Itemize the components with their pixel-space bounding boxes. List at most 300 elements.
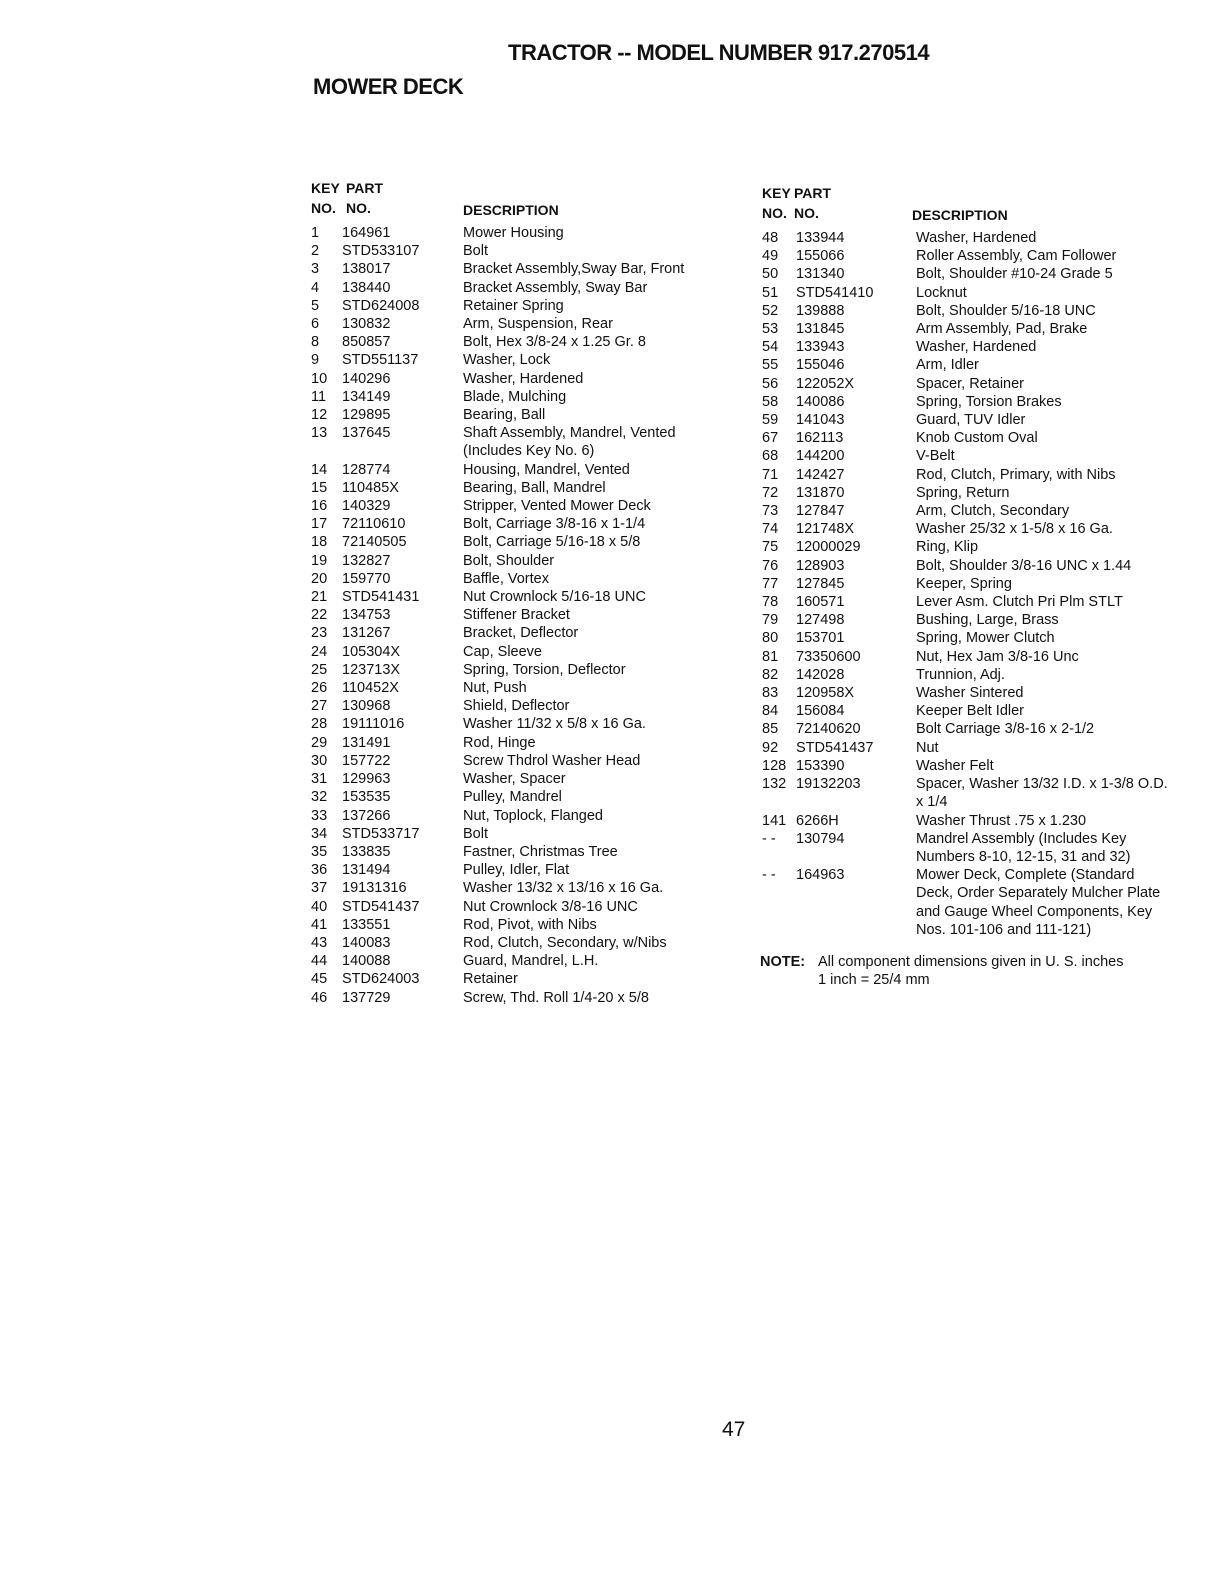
key-no: 30 xyxy=(311,752,328,769)
description: Bolt, Shoulder 5/16-18 UNC xyxy=(916,302,1096,319)
description: Lever Asm. Clutch Pri Plm STLT xyxy=(916,594,1123,611)
key-no: 82 xyxy=(762,666,779,683)
part-no: 130968 xyxy=(342,698,391,715)
key-no: 6 xyxy=(311,316,320,333)
part-no: 141043 xyxy=(796,412,845,429)
part-no: 142028 xyxy=(796,666,845,683)
description: Mower Housing xyxy=(463,225,564,241)
key-no: 27 xyxy=(311,698,328,715)
table-row xyxy=(309,279,729,297)
table-row xyxy=(760,429,1175,447)
part-no: STD624003 xyxy=(342,971,420,988)
table-row xyxy=(309,788,729,806)
part-no: 153390 xyxy=(796,757,845,774)
part-no: 120958X xyxy=(796,685,855,702)
key-no: 20 xyxy=(311,570,328,587)
description: Washer Sintered xyxy=(916,685,1024,702)
key-no: 41 xyxy=(311,916,328,933)
table-row xyxy=(309,916,729,934)
part-no: 156084 xyxy=(796,703,845,720)
description: Bearing, Ball, Mandrel xyxy=(463,479,606,496)
table-row xyxy=(309,807,729,825)
part-no: 131494 xyxy=(342,862,391,879)
part-no: STD533717 xyxy=(342,825,420,842)
description: Washer 11/32 x 5/8 x 16 Ga. xyxy=(463,716,646,733)
table-row xyxy=(309,570,729,588)
description: Bracket, Deflector xyxy=(463,625,579,642)
key-no: 73 xyxy=(762,503,779,520)
key-no: 76 xyxy=(762,557,779,574)
table-row xyxy=(760,775,1175,811)
table-row xyxy=(309,934,729,952)
part-no: 127847 xyxy=(796,503,845,520)
description: Bracket Assembly, Sway Bar xyxy=(463,279,648,296)
key-no: 43 xyxy=(311,934,328,951)
description: Washer, Hardened xyxy=(916,230,1037,246)
description: Spring, Mower Clutch xyxy=(916,630,1055,647)
key-header-top: KEY xyxy=(311,180,340,196)
part-no: 162113 xyxy=(796,430,844,447)
key-no: 14 xyxy=(311,461,328,478)
key-no: 45 xyxy=(311,971,328,988)
description: Nut, Push xyxy=(463,680,527,697)
key-no: 84 xyxy=(762,703,779,720)
table-row xyxy=(309,734,729,752)
description: Washer 25/32 x 1-5/8 x 16 Ga. xyxy=(916,521,1113,538)
table-row xyxy=(309,952,729,970)
key-no: 68 xyxy=(762,448,779,465)
table-row xyxy=(309,388,729,406)
key-no: 53 xyxy=(762,321,779,338)
part-no: 127845 xyxy=(796,575,845,592)
part-no: 131340 xyxy=(796,266,845,283)
table-row xyxy=(309,697,729,715)
description: Washer 13/32 x 13/16 x 16 Ga. xyxy=(463,880,664,897)
description-header: DESCRIPTION xyxy=(912,207,1008,223)
description-header: DESCRIPTION xyxy=(463,202,559,218)
table-row xyxy=(309,370,729,388)
part-no: STD551137 xyxy=(342,352,419,369)
description: Nut Crownlock 5/16-18 UNC xyxy=(463,589,646,606)
part-no: 138017 xyxy=(342,261,391,278)
description: Mower Deck, Complete (Standard Deck, Order Separately Mulcher Plate and Gauge Wheel Components, Key Nos. 101-106 and 111-121) xyxy=(916,867,1161,938)
description: Pulley, Mandrel xyxy=(463,789,562,806)
table-row xyxy=(760,538,1175,556)
description: Guard, Mandrel, L.H. xyxy=(463,953,599,970)
part-no: 131845 xyxy=(796,321,845,338)
note-label: NOTE: xyxy=(760,953,806,970)
key-no: 50 xyxy=(762,266,779,283)
table-row xyxy=(309,315,729,333)
key-no: 37 xyxy=(311,880,328,897)
table-row xyxy=(309,970,729,988)
table-row xyxy=(760,520,1175,538)
key-no: 8 xyxy=(311,334,320,351)
description: Rod, Clutch, Primary, with Nibs xyxy=(916,466,1116,483)
description: Blade, Mulching xyxy=(463,388,567,405)
description: Pulley, Idler, Flat xyxy=(463,862,570,879)
description: Screw, Thd. Roll 1/4-20 x 5/8 xyxy=(463,989,649,1006)
description: Shield, Deflector xyxy=(463,698,570,715)
description: Bolt, Carriage 3/8-16 x 1-1/4 xyxy=(463,516,646,533)
description: Rod, Clutch, Secondary, w/Nibs xyxy=(463,934,667,951)
description: Arm, Clutch, Secondary xyxy=(916,503,1070,520)
key-no: - - xyxy=(762,830,776,847)
table-row xyxy=(309,643,729,661)
table-row xyxy=(760,466,1175,484)
description: Arm Assembly, Pad, Brake xyxy=(916,321,1088,338)
key-no: 71 xyxy=(762,466,779,483)
table-row xyxy=(309,533,729,551)
key-no: 81 xyxy=(762,648,779,665)
key-no: 83 xyxy=(762,685,779,702)
part-no: 131491 xyxy=(342,734,391,751)
part-no: 153701 xyxy=(796,630,845,647)
key-no: 141 xyxy=(762,812,787,829)
description: Bolt xyxy=(463,243,488,260)
description: Keeper, Spring xyxy=(916,575,1012,592)
key-no: 75 xyxy=(762,539,779,556)
table-row xyxy=(760,302,1175,320)
part-no: 129963 xyxy=(342,771,391,788)
part-no: 6266H xyxy=(796,812,839,829)
part-no: 159770 xyxy=(342,570,391,587)
table-row xyxy=(309,825,729,843)
key-no: - - xyxy=(762,867,776,884)
table-row xyxy=(760,265,1175,283)
part-no: 137266 xyxy=(342,807,391,824)
part-header-bottom: NO. xyxy=(794,205,819,221)
key-no: 128 xyxy=(762,757,787,774)
part-no: STD541410 xyxy=(796,284,874,301)
description: Housing, Mandrel, Vented xyxy=(463,461,630,478)
part-no: 128903 xyxy=(796,557,845,574)
table-row xyxy=(760,611,1175,629)
description: Trunnion, Adj. xyxy=(916,666,1005,683)
table-row xyxy=(309,770,729,788)
part-header-top: PART xyxy=(794,185,832,201)
key-no: 59 xyxy=(762,412,779,429)
column-header xyxy=(309,180,729,224)
description: Knob Custom Oval xyxy=(916,430,1038,447)
part-no: 132827 xyxy=(342,552,391,569)
description: Washer, Lock xyxy=(463,352,551,369)
table-row xyxy=(760,284,1175,302)
table-row xyxy=(760,447,1175,465)
table-row xyxy=(309,242,729,260)
table-row xyxy=(760,247,1175,265)
part-no: 153535 xyxy=(342,789,391,806)
key-no: 49 xyxy=(762,248,779,265)
table-row xyxy=(309,424,729,460)
table-row xyxy=(309,351,729,369)
key-no: 56 xyxy=(762,375,779,392)
page-title: TRACTOR -- MODEL NUMBER 917.270514 xyxy=(508,40,930,65)
part-no: 134753 xyxy=(342,607,391,624)
key-no: 26 xyxy=(311,680,328,697)
table-row xyxy=(760,411,1175,429)
key-no: 77 xyxy=(762,575,779,592)
part-no: 139888 xyxy=(796,302,845,319)
parts-list-right xyxy=(760,229,1175,939)
part-no: 110485X xyxy=(342,479,399,496)
table-row xyxy=(760,739,1175,757)
description: Arm, Idler xyxy=(916,357,979,374)
key-no: 44 xyxy=(311,953,328,970)
key-no: 33 xyxy=(311,807,328,824)
key-no: 22 xyxy=(311,607,328,624)
key-no: 4 xyxy=(311,279,320,296)
part-no: 122052X xyxy=(796,375,855,392)
description: Stripper, Vented Mower Deck xyxy=(463,498,651,515)
key-no: 40 xyxy=(311,898,328,915)
part-no: 19131316 xyxy=(342,880,407,897)
description: Bolt, Shoulder 3/8-16 UNC x 1.44 xyxy=(916,557,1132,574)
part-no: 157722 xyxy=(342,752,391,769)
description: Retainer xyxy=(463,971,518,988)
key-no: 12 xyxy=(311,407,328,424)
key-no: 132 xyxy=(762,776,787,793)
part-no: 110452X xyxy=(342,680,399,697)
table-row xyxy=(309,552,729,570)
part-no: 850857 xyxy=(342,334,391,351)
part-no: 128774 xyxy=(342,461,391,478)
key-no: 80 xyxy=(762,630,779,647)
part-no: STD541437 xyxy=(796,739,874,756)
description: Bolt xyxy=(463,825,488,842)
description: Baffle, Vortex xyxy=(463,570,549,587)
description: Bearing, Ball xyxy=(463,407,546,424)
table-row xyxy=(309,898,729,916)
key-header-bottom: NO. xyxy=(311,200,336,216)
part-no: 130832 xyxy=(342,316,391,333)
part-no: 133551 xyxy=(342,916,391,933)
description: Shaft Assembly, Mandrel, Vented (Includes Key No. 6) xyxy=(463,425,676,460)
description: Ring, Klip xyxy=(916,539,979,556)
key-no: 21 xyxy=(311,589,328,606)
table-row xyxy=(760,757,1175,775)
description: Washer, Hardened xyxy=(463,370,584,387)
part-no: 142427 xyxy=(796,466,845,483)
key-no: 11 xyxy=(311,388,327,405)
table-row xyxy=(309,588,729,606)
description: Nut, Toplock, Flanged xyxy=(463,807,603,824)
table-row xyxy=(760,666,1175,684)
table-row xyxy=(309,989,729,1007)
description: Bolt, Hex 3/8-24 x 1.25 Gr. 8 xyxy=(463,334,646,351)
key-no: 25 xyxy=(311,661,328,678)
part-no: 72140620 xyxy=(796,721,861,738)
part-no: 140329 xyxy=(342,498,391,515)
part-no: 130794 xyxy=(796,830,845,847)
part-no: 140083 xyxy=(342,934,391,951)
description: Nut, Hex Jam 3/8-16 Unc xyxy=(916,648,1079,665)
part-no: 73350600 xyxy=(796,648,861,665)
key-no: 9 xyxy=(311,352,320,369)
part-no: 133943 xyxy=(796,339,845,356)
table-row xyxy=(760,557,1175,575)
description: Keeper Belt Idler xyxy=(916,703,1025,720)
key-no: 46 xyxy=(311,989,328,1006)
part-no: 155066 xyxy=(796,248,845,265)
part-header-bottom: NO. xyxy=(346,200,371,216)
part-no: 137645 xyxy=(342,425,391,442)
table-row xyxy=(760,484,1175,502)
key-no: 36 xyxy=(311,862,328,879)
table-row xyxy=(760,684,1175,702)
table-row xyxy=(309,752,729,770)
part-no: 164961 xyxy=(342,225,391,241)
description: Washer, Spacer xyxy=(463,771,566,788)
part-header-top: PART xyxy=(346,180,384,196)
description: Roller Assembly, Cam Follower xyxy=(916,248,1117,265)
table-row xyxy=(760,375,1175,393)
key-no: 32 xyxy=(311,789,328,806)
table-row xyxy=(309,333,729,351)
part-no: 12000029 xyxy=(796,539,861,556)
table-row xyxy=(760,338,1175,356)
description: Spring, Return xyxy=(916,484,1010,501)
key-no: 67 xyxy=(762,430,779,447)
key-no: 18 xyxy=(311,534,328,551)
key-no: 51 xyxy=(762,284,779,301)
part-no: 133944 xyxy=(796,230,845,246)
key-no: 24 xyxy=(311,643,328,660)
part-no: 19132203 xyxy=(796,776,861,793)
table-row xyxy=(760,629,1175,647)
part-no: STD624008 xyxy=(342,297,420,314)
table-row xyxy=(309,661,729,679)
key-no: 1 xyxy=(311,225,320,241)
key-no: 79 xyxy=(762,612,779,629)
table-row xyxy=(760,720,1175,738)
key-no: 52 xyxy=(762,302,779,319)
table-row xyxy=(760,575,1175,593)
part-no: 129895 xyxy=(342,407,391,424)
description: Retainer Spring xyxy=(463,297,564,314)
table-row xyxy=(309,861,729,879)
table-row xyxy=(760,356,1175,374)
key-header-top: KEY xyxy=(762,185,791,201)
table-row xyxy=(309,479,729,497)
key-no: 19 xyxy=(311,552,328,569)
description: Rod, Hinge xyxy=(463,734,536,751)
key-no: 5 xyxy=(311,297,320,314)
description: Nut Crownlock 3/8-16 UNC xyxy=(463,898,638,915)
key-no: 2 xyxy=(311,243,320,260)
description: Mandrel Assembly (Includes Key Numbers 8-10, 12-15, 31 and 32) xyxy=(916,830,1131,865)
part-no: 105304X xyxy=(342,643,401,660)
table-row xyxy=(309,406,729,424)
description: Washer Felt xyxy=(916,757,994,774)
part-no: STD533107 xyxy=(342,243,420,260)
table-row xyxy=(760,812,1175,830)
description: Nut xyxy=(916,739,939,756)
part-no: STD541431 xyxy=(342,589,420,606)
table-row xyxy=(760,393,1175,411)
table-row xyxy=(760,502,1175,520)
description: Screw Thdrol Washer Head xyxy=(463,752,641,769)
key-no: 58 xyxy=(762,393,779,410)
parts-column-left xyxy=(309,180,729,1007)
part-no: 140296 xyxy=(342,370,391,387)
section-title: MOWER DECK xyxy=(313,74,464,99)
part-no: 19111016 xyxy=(342,716,405,733)
note xyxy=(760,953,1175,989)
table-row xyxy=(760,593,1175,611)
description: Spacer, Retainer xyxy=(916,375,1025,392)
key-no: 72 xyxy=(762,484,779,501)
key-no: 78 xyxy=(762,594,779,611)
part-no: 72110610 xyxy=(342,516,406,533)
key-no: 74 xyxy=(762,521,779,538)
description: Washer, Hardened xyxy=(916,339,1037,356)
part-no: 131870 xyxy=(796,484,845,501)
part-no: 133835 xyxy=(342,843,391,860)
key-no: 10 xyxy=(311,370,328,387)
table-row xyxy=(760,830,1175,866)
key-no: 23 xyxy=(311,625,328,642)
table-row xyxy=(309,879,729,897)
description: Locknut xyxy=(916,284,967,301)
description: Cap, Sleeve xyxy=(463,643,542,660)
key-no: 54 xyxy=(762,339,779,356)
key-header-bottom: NO. xyxy=(762,205,787,221)
part-no: 140086 xyxy=(796,393,845,410)
page-number: 47 xyxy=(722,1418,746,1441)
table-row xyxy=(309,624,729,642)
table-row xyxy=(309,461,729,479)
key-no: 35 xyxy=(311,843,328,860)
part-no: 140088 xyxy=(342,953,391,970)
description: Spacer, Washer 13/32 I.D. x 1-3/8 O.D. x 1/4 xyxy=(916,776,1168,811)
key-no: 28 xyxy=(311,716,328,733)
note-text: All component dimensions given in U. S. inches 1 inch = 25/4 mm xyxy=(818,953,1124,989)
key-no: 29 xyxy=(311,734,328,751)
description: V-Belt xyxy=(916,448,955,465)
column-header xyxy=(760,185,1175,229)
description: Rod, Pivot, with Nibs xyxy=(463,916,597,933)
description: Spring, Torsion, Deflector xyxy=(463,661,626,678)
part-no: 123713X xyxy=(342,661,401,678)
key-no: 31 xyxy=(311,771,328,788)
part-no: 160571 xyxy=(796,594,845,611)
key-no: 34 xyxy=(311,825,328,842)
description: Bolt, Shoulder xyxy=(463,552,555,569)
part-no: 138440 xyxy=(342,279,391,296)
part-no: 72140505 xyxy=(342,534,407,551)
description: Bolt Carriage 3/8-16 x 2-1/2 xyxy=(916,721,1095,738)
table-row xyxy=(760,866,1175,939)
description: Bolt, Carriage 5/16-18 x 5/8 xyxy=(463,534,641,551)
table-row xyxy=(760,320,1175,338)
table-row xyxy=(309,297,729,315)
table-row xyxy=(309,679,729,697)
part-no: 127498 xyxy=(796,612,845,629)
table-row xyxy=(309,715,729,733)
table-row xyxy=(309,515,729,533)
key-no: 3 xyxy=(311,261,320,278)
part-no: 137729 xyxy=(342,989,391,1006)
description: Arm, Suspension, Rear xyxy=(463,316,613,333)
key-no: 48 xyxy=(762,230,779,246)
key-no: 85 xyxy=(762,721,779,738)
key-no: 17 xyxy=(311,516,328,533)
description: Bolt, Shoulder #10-24 Grade 5 xyxy=(916,266,1113,283)
description: Washer Thrust .75 x 1.230 xyxy=(916,812,1087,829)
description: Spring, Torsion Brakes xyxy=(916,393,1062,410)
part-no: 164963 xyxy=(796,867,845,884)
